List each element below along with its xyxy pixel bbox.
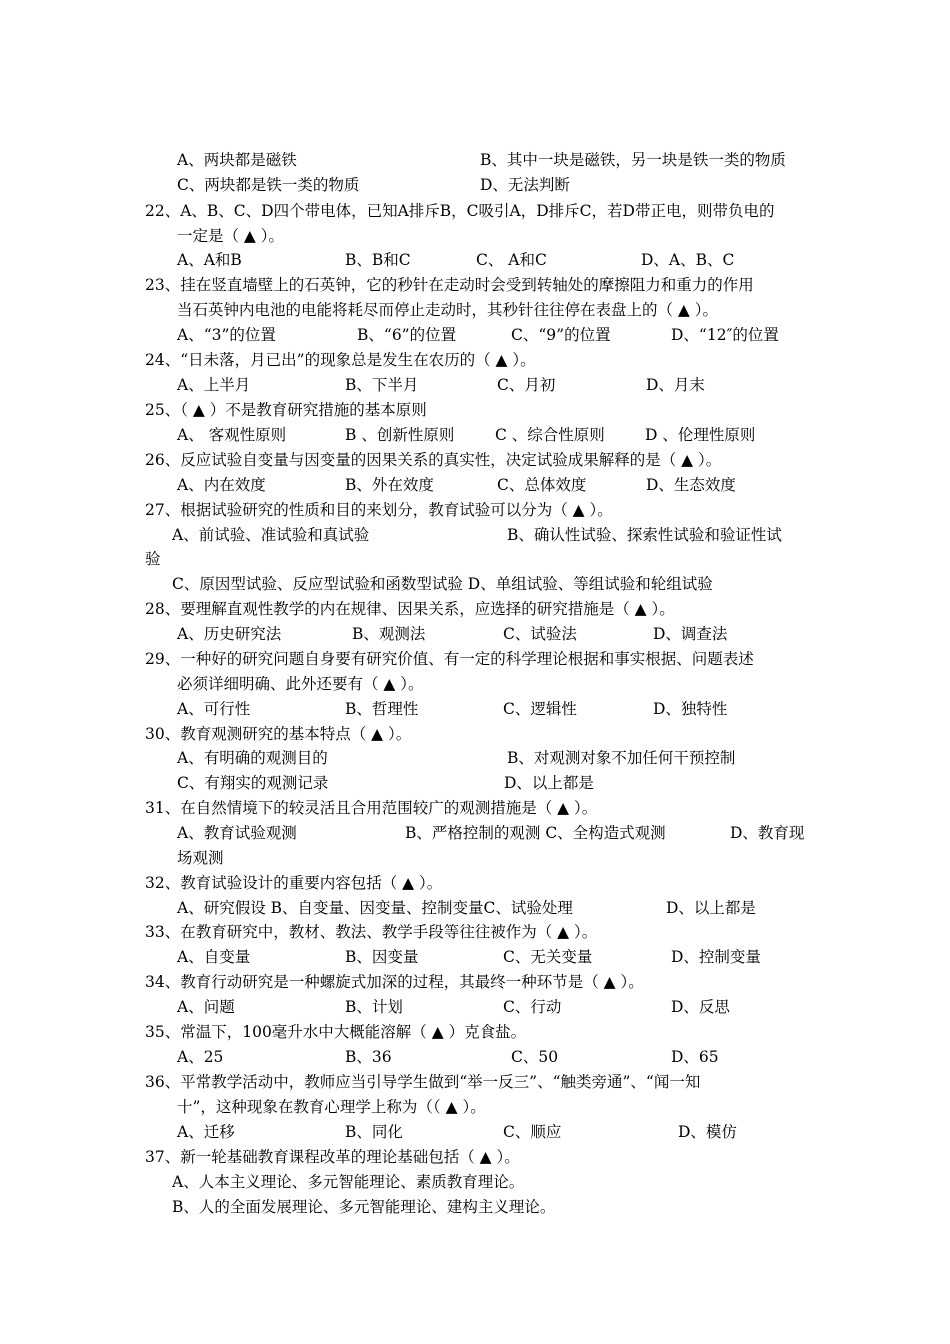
text-line: D 、伦理性原则 — [645, 426, 756, 444]
text-line: A、前试验、准试验和真试验 — [172, 526, 370, 544]
text-line: 32、教育试验设计的重要内容包括（ ▲ ）。 — [145, 874, 443, 892]
text-line: B、B和C — [345, 251, 411, 269]
text-line: C、行动 — [503, 998, 562, 1016]
text-line: 验 — [145, 550, 161, 568]
text-line: B、对观测对象不加任何干预控制 — [507, 749, 736, 767]
text-line: C、两块都是铁一类的物质 — [177, 176, 360, 194]
text-line: B、36 — [345, 1048, 392, 1066]
text-line: B、外在效度 — [345, 476, 434, 494]
text-line: 36、平常教学活动中，教师应当引导学生做到“举一反三”、“触类旁通”、“闻一知 — [145, 1073, 701, 1091]
text-line: C、无关变量 — [503, 948, 593, 966]
text-line: C、逻辑性 — [503, 700, 577, 718]
text-line: A、可行性 — [177, 700, 251, 718]
text-line: C、 A和C — [476, 251, 547, 269]
text-line: 28、要理解直观性教学的内在规律、因果关系，应选择的研究措施是（ ▲ ）。 — [145, 600, 675, 618]
text-line: B、同化 — [345, 1123, 403, 1141]
text-line: B、计划 — [345, 998, 403, 1016]
text-line: A、迁移 — [177, 1123, 235, 1141]
text-line: 22、A、B、C、D四个带电体，已知A排斥B，C吸引A，D排斥C，若D带正电，则带负电的 — [145, 202, 775, 220]
text-line: D、无法判断 — [480, 176, 570, 194]
text-line: C 、综合性原则 — [495, 426, 605, 444]
text-line: 29、一种好的研究问题自身要有研究价值、有一定的科学理论根据和事实根据、问题表述 — [145, 650, 754, 668]
text-line: A、人本主义理论、多元智能理论、素质教育理论。 — [172, 1173, 525, 1191]
text-line: 25、（ ▲ ）不是教育研究措施的基本原则 — [145, 401, 427, 419]
text-line: A、教育试验观测 — [177, 824, 297, 842]
text-line: D、以上都是 — [504, 774, 594, 792]
text-line: 33、在教育研究中，教材、教法、教学手段等往往被作为（ ▲ ）。 — [145, 923, 598, 941]
text-line: 30、教育观测研究的基本特点（ ▲ ）。 — [145, 725, 412, 743]
text-line: B、因变量 — [345, 948, 419, 966]
text-line: A、历史研究法 — [177, 625, 282, 643]
text-line: D、独特性 — [653, 700, 728, 718]
text-line: 26、反应试验自变量与因变量的因果关系的真实性，决定试验成果解释的是（ ▲ ）。 — [145, 451, 722, 469]
text-line: 37、新一轮基础教育课程改革的理论基础包括（ ▲ ）。 — [145, 1148, 520, 1166]
text-line: 24、“日未落，月已出”的现象总是发生在农历的（ ▲ ）。 — [145, 351, 536, 369]
text-line: C、顺应 — [503, 1123, 562, 1141]
text-line: A、两块都是磁铁 — [177, 151, 297, 169]
text-line: D、以上都是 — [666, 899, 756, 917]
text-line: A、自变量 — [177, 948, 251, 966]
text-line: C、月初 — [497, 376, 556, 394]
text-line: 35、常温下，100毫升水中大概能溶解（ ▲ ）克食盐。 — [145, 1023, 527, 1041]
text-line: C、试验法 — [503, 625, 577, 643]
text-line: A、内在效度 — [177, 476, 266, 494]
text-line: C、总体效度 — [497, 476, 587, 494]
text-line: 十”，这种现象在教育心理学上称为（（ ▲ ）。 — [177, 1098, 486, 1116]
text-line: A、“3”的位置 — [177, 326, 276, 344]
text-line: A、25 — [177, 1048, 224, 1066]
text-line: 31、在自然情境下的较灵活且合用范围较广的观测措施是（ ▲ ）。 — [145, 799, 598, 817]
text-line: 34、教育行动研究是一种螺旋式加深的过程，其最终一种环节是（ ▲ ）。 — [145, 973, 644, 991]
text-line: C、有翔实的观测记录 — [177, 774, 329, 792]
text-line: A、研究假设 B、自变量、因变量、控制变量C、试验处理 — [177, 899, 573, 917]
text-line: D、模仿 — [678, 1123, 737, 1141]
text-line: 场观测 — [177, 849, 224, 867]
text-line: D、调查法 — [653, 625, 728, 643]
text-line: A、A和B — [177, 251, 242, 269]
text-line: 当石英钟内电池的电能将耗尽而停止走动时，其秒针往往停在表盘上的（ ▲ ）。 — [177, 301, 719, 319]
text-line: B、“6”的位置 — [357, 326, 457, 344]
text-line: B、严格控制的观测 C、全构造式观测 — [405, 824, 666, 842]
text-line: D、A、B、C — [641, 251, 735, 269]
text-line: C、50 — [511, 1048, 559, 1066]
text-line: D、控制变量 — [671, 948, 761, 966]
text-line: A、问题 — [177, 998, 235, 1016]
text-line: B、观测法 — [352, 625, 426, 643]
text-line: B、人的全面发展理论、多元智能理论、建构主义理论。 — [172, 1198, 556, 1216]
text-line: D、65 — [671, 1048, 719, 1066]
text-line: 23、挂在竖直墙壁上的石英钟，它的秒针在走动时会受到转轴处的摩擦阻力和重力的作用 — [145, 276, 754, 294]
text-line: D、“12″的位置 — [671, 326, 779, 344]
text-line: A、有明确的观测目的 — [177, 749, 328, 767]
text-line: A、上半月 — [177, 376, 251, 394]
text-line: B、下半月 — [345, 376, 419, 394]
text-line: B 、创新性原则 — [345, 426, 455, 444]
text-line: B、确认性试验、探索性试验和验证性试 — [507, 526, 782, 544]
text-line: D、反思 — [671, 998, 730, 1016]
text-line: 必须详细明确、此外还要有（ ▲ ）。 — [177, 675, 424, 693]
text-line: C、“9”的位置 — [511, 326, 611, 344]
text-line: A、 客观性原则 — [177, 426, 287, 444]
text-line: C、原因型试验、反应型试验和函数型试验 D、单组试验、等组试验和轮组试验 — [172, 575, 713, 593]
text-line: B、哲理性 — [345, 700, 419, 718]
text-line: D、生态效度 — [646, 476, 736, 494]
text-line: 27、根据试验研究的性质和目的来划分，教育试验可以分为（ ▲ ）。 — [145, 501, 613, 519]
text-line: B、其中一块是磁铁，另一块是铁一类的物质 — [480, 151, 786, 169]
text-line: D、月末 — [646, 376, 705, 394]
text-line: 一定是（ ▲ ）。 — [177, 227, 285, 245]
text-line: D、教育现 — [730, 824, 805, 842]
